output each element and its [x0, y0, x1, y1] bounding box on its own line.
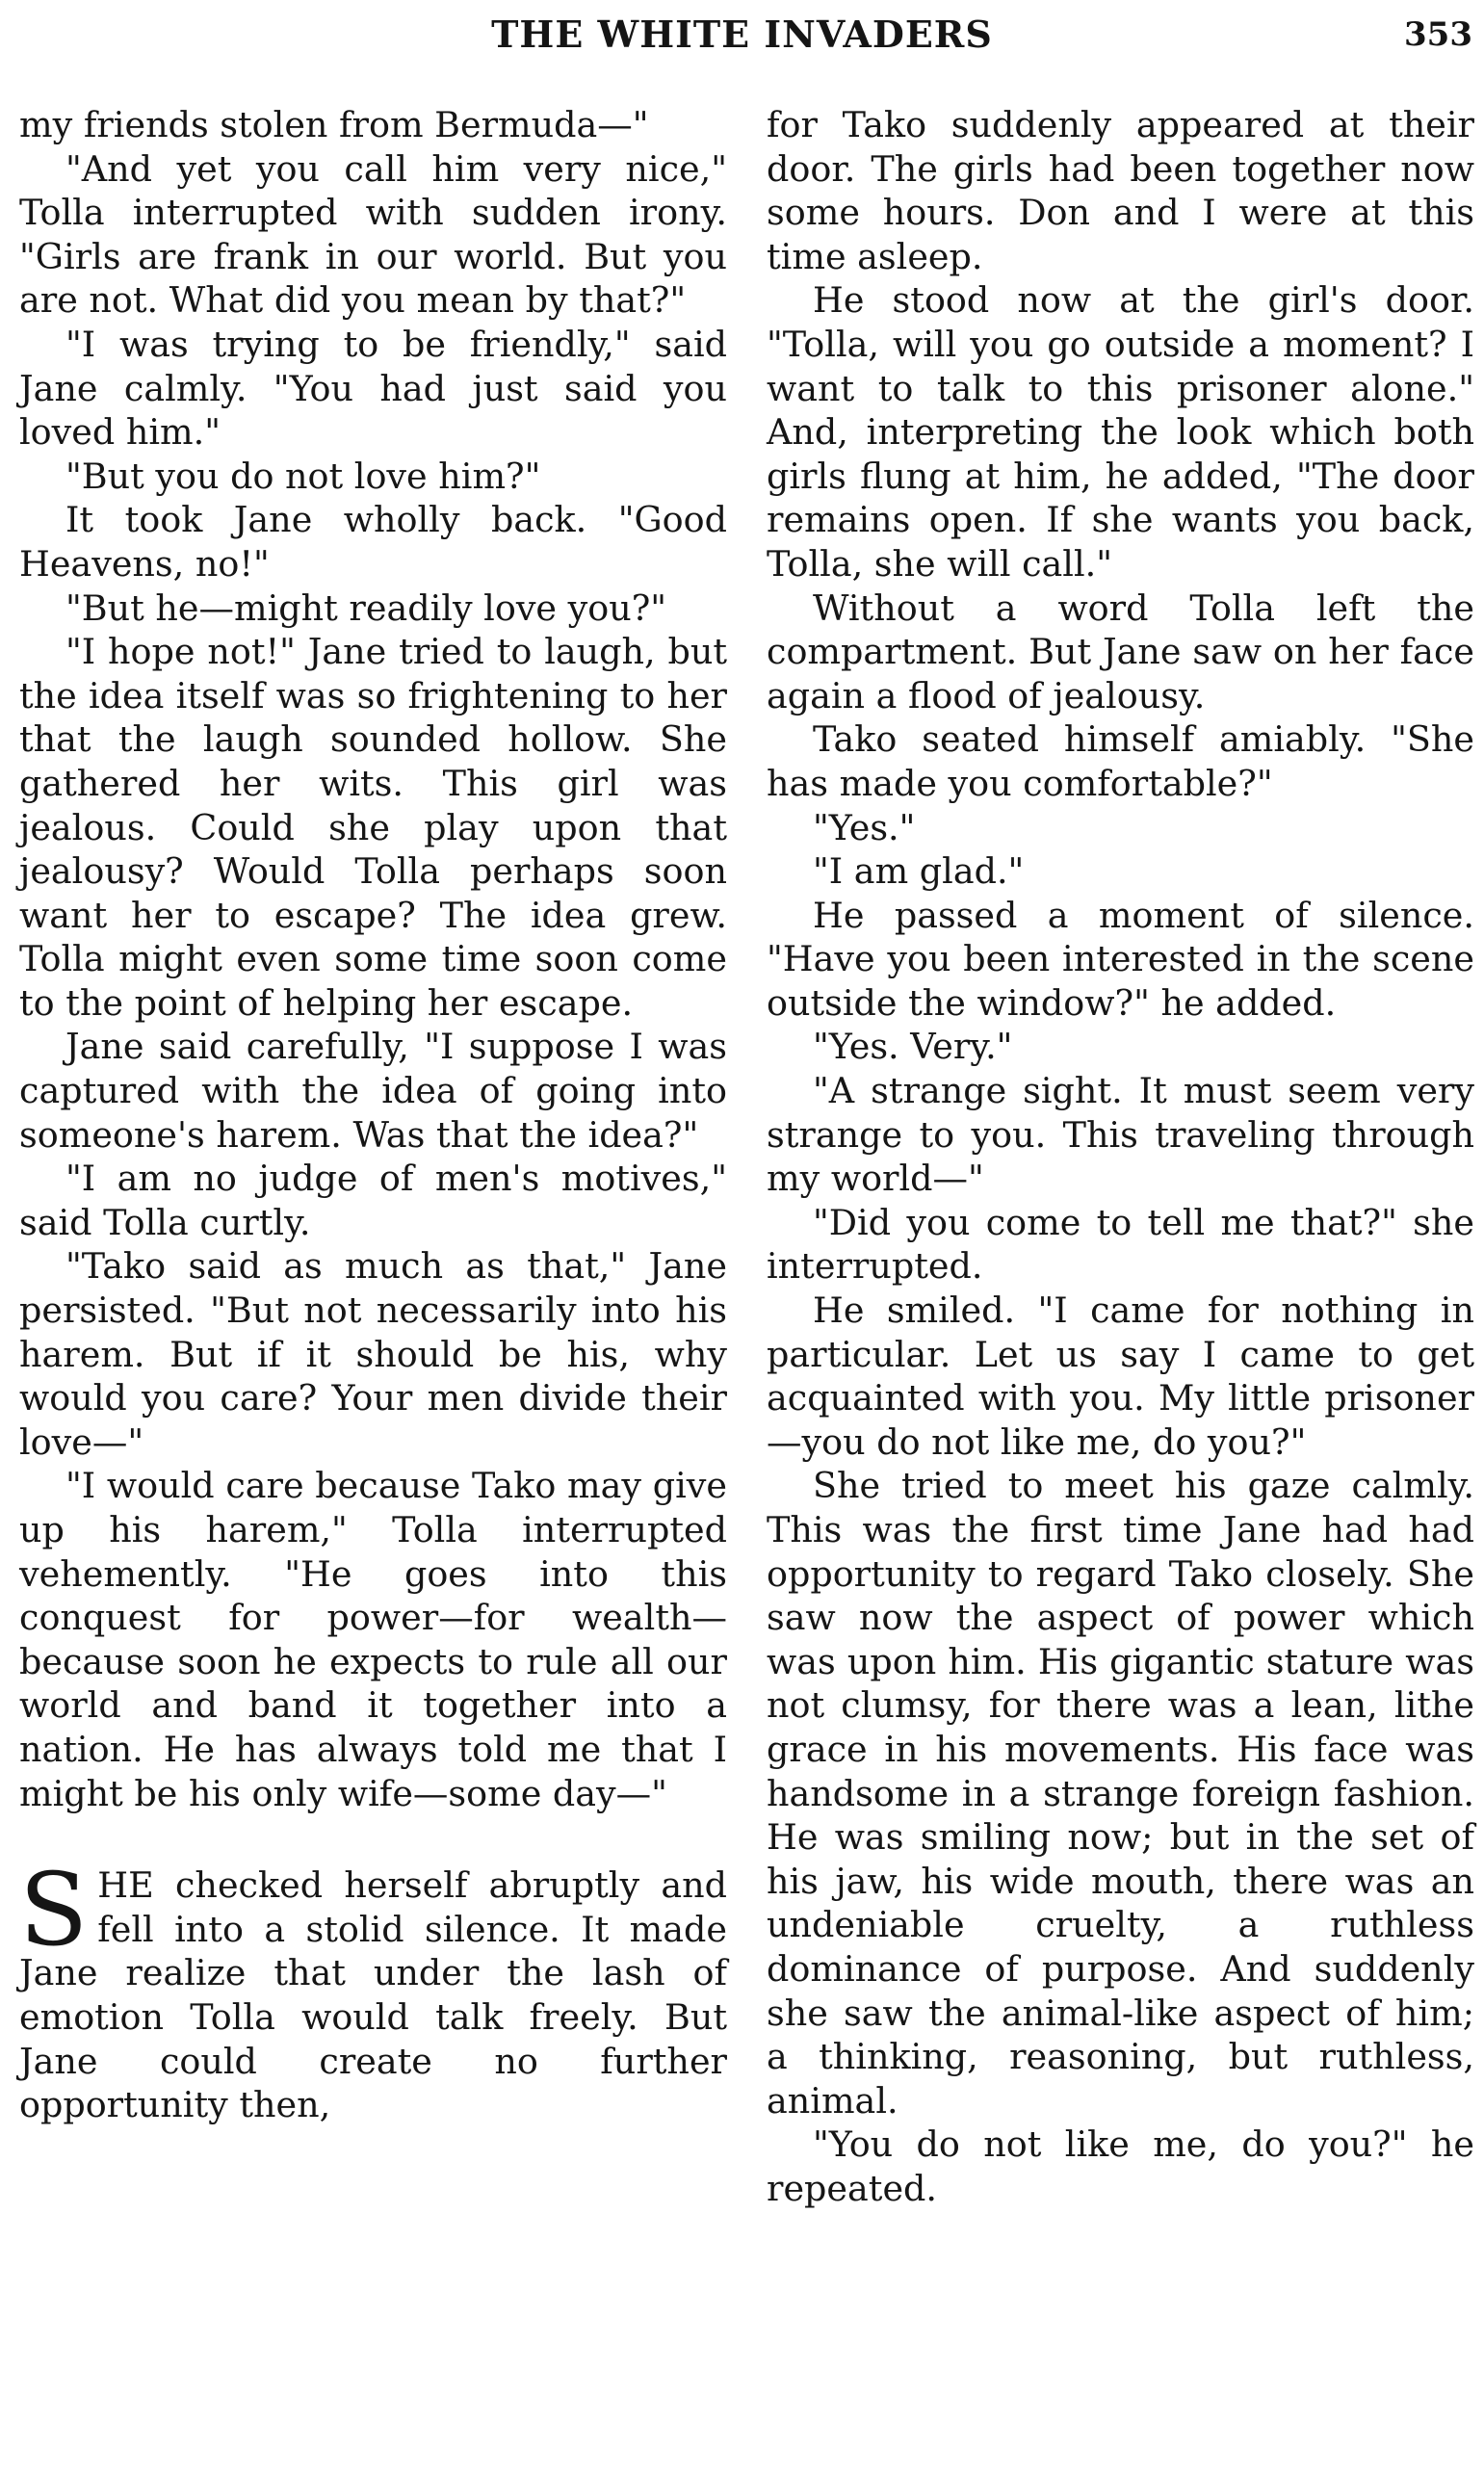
right-column [767, 103, 1474, 2211]
paragraph: "I hope not!" Jane tried to laugh, but the idea itself was so frightening to her that the laugh sounded hollow. She gathered her wits. This girl was jealous. Could she play upon that jealousy? Would Tolla perhaps soon want her to escape? The idea grew. Tolla might even some time soon come to the point of helping her escape. [19, 631, 727, 1024]
running-title: THE WHITE INVADERS [491, 13, 993, 56]
paragraph: "I am no judge of men's motives," said Tolla curtly. [19, 1158, 727, 1243]
paragraph: Without a word Tolla left the compartment. But Jane saw on her face again a flood of jealousy. [767, 586, 1474, 716]
paragraph: "Tako said as much as that," Jane persisted. "But not necessarily into his harem. But if it should be his, why would you care? Your men divide their love—" [19, 1245, 727, 1463]
page-number: 353 [1404, 15, 1472, 54]
paragraph: "I would care because Tako may give up his harem," Tolla interrupted vehemently. "He goes into this conquest for power—for wealth—because soon he expects to rule all our world and band it together into a nation. He has always told me that I might be his only wife—some day—" [19, 1465, 727, 1814]
paragraph: "I was trying to be friendly," said Jane calmly. "You had just said you loved him." [19, 323, 727, 454]
paragraph: "Yes." [813, 806, 916, 848]
section-opening-paragraph [19, 1851, 727, 2127]
paragraph: my friends stolen from Bermuda—" [19, 104, 649, 145]
paragraph: Tako seated himself amiably. "She has made you comfortable?" [767, 718, 1474, 804]
drop-cap: S [19, 1851, 89, 1969]
paragraph: "Did you come to tell me that?" she interrupted. [767, 1201, 1474, 1288]
paragraph: "But you do not love him?" [65, 455, 541, 497]
left-column [19, 103, 727, 2127]
page-header [0, 8, 1484, 65]
paragraph: "But he—might readily love you?" [65, 586, 667, 629]
paragraph: "And yet you call him very nice," Tolla interrupted with sudden irony. "Girls are frank in our world. But you are not. What did you mean by that?" [19, 147, 727, 322]
paragraph: for Tako suddenly appeared at their door. The girls had been together now some hours. Don and I were at this time asleep. [767, 104, 1474, 277]
paragraph: He passed a moment of silence. "Have you been interested in the scene outside the window?" he added. [767, 894, 1474, 1024]
paragraph: He smiled. "I came for nothing in particular. Let us say I came to get acquainted with you. My little prisoner—you do not like me, do you?" [767, 1289, 1474, 1463]
paragraph: "You do not like me, do you?" he repeated. [767, 2123, 1474, 2209]
paragraph: "A strange sight. It must seem very strange to you. This traveling through my world—" [767, 1070, 1474, 1200]
section-opening-text: HE checked herself abruptly and fell into a stolid silence. It made Jane realize that under the lash of emotion Tolla would talk freely. But Jane could create no further opportunity then, [19, 1864, 727, 2126]
paragraph: "Yes. Very." [813, 1026, 1013, 1068]
paragraph: She tried to meet his gaze calmly. This was the first time Jane had had opportunity to regard Tako closely. She saw now the aspect of power which was upon him. His gigantic stature was not clumsy, for there was a lean, lithe grace in his movements. His face was handsome in a strange foreign fashion. He was smiling now; but in the set of his jaw, his wide mouth, there was an undeniable cruelty, a ruthless dominance of purpose. And suddenly she saw the animal-like aspect of him; a thinking, reasoning, but ruthless, animal. [767, 1465, 1474, 2122]
paragraph: He stood now at the girl's door. "Tolla, will you go outside a moment? I want to talk to this prisoner alone." And, interpreting the look which both girls flung at him, he added, "The door remains open. If she wants you back, Tolla, she will call." [767, 279, 1474, 585]
paragraph: "I am glad." [813, 850, 1025, 893]
paragraph: Jane said carefully, "I suppose I was captured with the idea of going into someone's harem. Was that the idea?" [19, 1026, 727, 1156]
paragraph: It took Jane wholly back. "Good Heavens, no!" [19, 499, 727, 585]
